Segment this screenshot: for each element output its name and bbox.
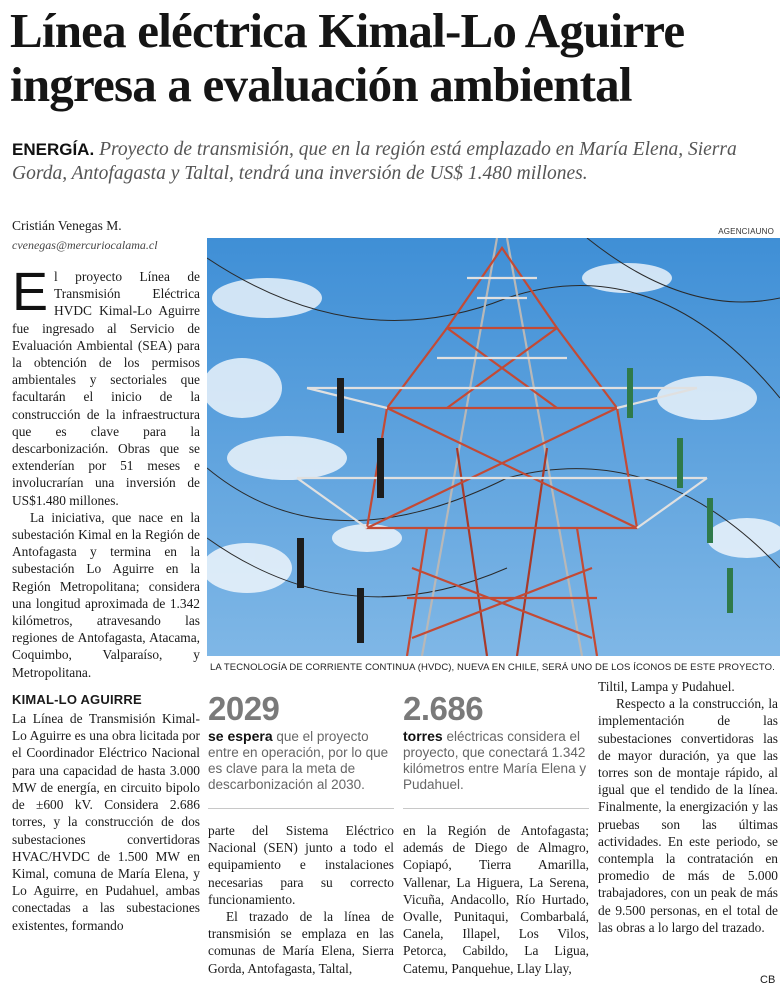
stat-box-1: [208, 690, 394, 793]
stat-2-desc: eléctricas considera el proyecto, que conectará 1.342 kilómetros entre María Elena y Pudahuel.: [403, 729, 587, 792]
paragraph-3: La Línea de Transmisión Kimal-Lo Aguirre es una obra licitada por el Coordinador Eléctrico Nacional para una capacidad de hasta 3.000 MW de energía, en circuito bipolo de ±600 kV. Considera 2.686 torres, y la construcción de dos subestaciones convertidoras HVAC/HVDC de 1.500 MW en Kimal, comuna de María Elena, y Lo Aguirre, en Pudahuel, ambas conectadas a las subestaciones existentes, formando: [12, 711, 200, 933]
stat-2-bold: torres: [403, 728, 443, 744]
paragraph-intro: [12, 262, 200, 509]
stat-2-divider: [403, 808, 589, 809]
col2-paragraph-1: parte del Sistema Eléctrico Nacional (SEN) junto a todo el equipamiento e instalaciones necesarias para su correcto funcionamiento.: [208, 823, 394, 907]
article-column-3: [403, 822, 589, 977]
article-photo: [207, 238, 780, 656]
stat-1-desc: que el proyecto entre en operación, por lo que es clave para la meta de descarbonización al 2030.: [208, 729, 389, 792]
headline: [10, 4, 780, 112]
stat-1-number: 2029: [208, 690, 280, 727]
paragraph-2: La iniciativa, que nace en la subestación Kimal en la Región de Antofagasta y termina en la subestación Lo Aguirre en la Región Metropolitana; considera una longitud aproximada de 1.342 kilómetros, atravesando las regiones de Antofagasta, Atacama, Coquimbo, Valparaíso, y Metropolitana.: [12, 509, 200, 680]
end-mark: CB: [760, 974, 776, 986]
deck-text: Proyecto de transmisión, que en la región está emplazado en María Elena, Sierra Gorda, Antofagasta y Taltal, tendrá una inversión de US$ 1.480 millones.: [12, 139, 737, 184]
article-column-4: [598, 678, 778, 936]
stat-2-text: [403, 728, 589, 793]
byline-author: Cristián Venegas M.: [12, 218, 122, 233]
col3-paragraph-1: en la Región de Antofagasta; además de Diego de Almagro, Copiapó, Tierra Amarilla, Vallenar, La Higuera, La Serena, Vicuña, Andacollo, Río Hurtado, Ovalle, Punitaqui, Combarbalá, Canela, Illapel, Los Vilos, Petorca, Cabildo, La Ligua, Catemu, Panquehue, Llay Llay,: [403, 823, 589, 976]
byline-email[interactable]: cvenegas@mercuriocalama.cl: [12, 238, 158, 252]
transmission-tower-illustration: [207, 238, 780, 656]
col2-paragraph-2: El trazado de la línea de transmisión se emplaza en las comunas de María Elena, Sierra Gorda, Antofagasta, Taltal,: [208, 909, 394, 976]
dropcap: E: [12, 262, 49, 322]
section-subhead: KIMAL-LO AGUIRRE: [12, 691, 142, 707]
stat-1-bold: se espera: [208, 728, 273, 744]
article-column-1: [12, 262, 200, 934]
photo-caption: LA TECNOLOGÍA DE CORRIENTE CONTINUA (HVDC), NUEVA EN CHILE, SERÁ UNO DE LOS ÍCONOS DE ESTE PROYECTO.: [210, 662, 775, 673]
stat-box-2: [403, 690, 589, 793]
stat-2-number: 2.686: [403, 690, 484, 727]
headline-line-2: ingresa a evaluación ambiental: [10, 57, 632, 112]
stat-1-divider: [208, 808, 394, 809]
stat-1-text: [208, 728, 394, 793]
deck: [12, 138, 780, 186]
photo-credit: AGENCIAUNO: [718, 227, 774, 236]
article-column-2: [208, 822, 394, 977]
paragraph-intro-text: l proyecto Línea de Transmisión Eléctrica HVDC Kimal-Lo Aguirre fue ingresado al Servicio de Evaluación Ambiental (SEA) para la obtención de los permisos ambientales y sectoriales que facultarán el inicio de la construcción de la infraestructura que es clave para la descarbonización. Obras que se extenderían por 51 meses e involucrarían una inversión de US$1.480 millones.: [12, 269, 200, 508]
col4-paragraph-1: Tiltil, Lampa y Pudahuel.: [598, 679, 735, 694]
col4-paragraph-2: Respecto a la construcción, la implementación de las subestaciones convertidoras las de mayor duración, ya que las torres son de montaje rápido, al igual que el tendido de la línea. Finalmente, la energización y las pruebas son las últimas actividades. En este periodo, se contempla la contratación en promedio de más de 5.000 trabajadores, con un peak de más de 9.500 personas, en el total de las obras a lo largo del trazado.: [598, 696, 778, 935]
deck-kicker: ENERGÍA.: [12, 140, 95, 159]
headline-line-1: Línea eléctrica Kimal-Lo Aguirre: [10, 3, 685, 58]
